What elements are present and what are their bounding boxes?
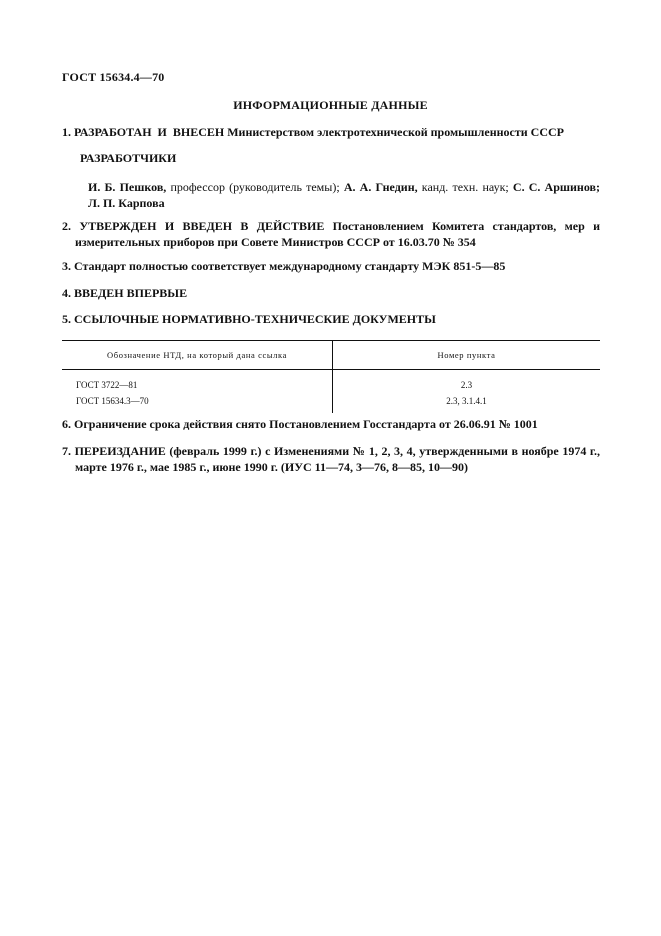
item-2-number: 2.: [62, 219, 71, 233]
author-name: А. А. Гнедин,: [343, 180, 418, 194]
item-7-number: 7.: [62, 444, 71, 458]
item-1: [62, 124, 600, 140]
authors-line-2: Л. П. Карпова: [88, 196, 165, 210]
item-4-text: ВВЕДЕН ВПЕРВЫЕ: [74, 286, 188, 300]
item-3-number: 3.: [62, 259, 71, 273]
item-5-text: ССЫЛОЧНЫЕ НОРМАТИВНО-ТЕХНИЧЕСКИЕ ДОКУМЕНТЫ: [74, 312, 436, 326]
reference-table: [62, 340, 600, 413]
authors-list: [88, 179, 600, 211]
item-7-line-2: марте 1976 г., мае 1985 г., июне 1990 г. (ИУС 11—74, 3—76, 8—85, 10—90): [75, 460, 468, 474]
table-header-row: [62, 341, 600, 370]
section-title: ИНФОРМАЦИОННЫЕ ДАННЫЕ: [233, 98, 428, 112]
table-row: [62, 370, 600, 396]
item-3-text: Стандарт полностью соответствует международному стандарту МЭК 851-5—85: [74, 259, 506, 273]
author-name: И. Б. Пешков,: [88, 180, 167, 194]
item-6-number: 6.: [62, 417, 71, 431]
item-6-text: Ограничение срока действия снято Постановлением Госстандарта от 26.06.91 № 1001: [74, 417, 538, 431]
item-3: [62, 258, 600, 274]
column-header-clause: Номер пункта: [333, 341, 601, 370]
author-role: канд. техн. наук;: [421, 180, 509, 194]
authors-line-1: [88, 179, 600, 195]
document-code: ГОСТ 15634.4—70: [62, 70, 165, 84]
developers-label: РАЗРАБОТЧИКИ: [80, 151, 177, 165]
item-4: [62, 285, 600, 301]
item-7-line-1: [62, 443, 600, 459]
item-5: [62, 311, 600, 327]
item-2-line-1: [62, 218, 600, 234]
column-header-document: Обозначение НТД, на который дана ссылка: [62, 341, 333, 370]
table-cell-clause: 2.3, 3.1.4.1: [446, 396, 487, 406]
item-2: [62, 218, 600, 250]
item-6: [62, 416, 600, 432]
item-5-number: 5.: [62, 312, 71, 326]
item-2-line-2: измерительных приборов при Совете Министров СССР от 16.03.70 № 354: [75, 235, 476, 249]
item-2-text-1: УТВЕРЖДЕН И ВВЕДЕН В ДЕЙСТВИЕ Постановлением Комитета стандартов, мер и: [79, 219, 601, 233]
item-4-number: 4.: [62, 286, 71, 300]
item-7-text-1: ПЕРЕИЗДАНИЕ (февраль 1999 г.) с Изменениями № 1, 2, 3, 4, утвержденными в ноябре 1974 г.,: [74, 444, 600, 458]
item-1-text: Министерством электротехнической промышленности СССР: [227, 125, 565, 139]
table-row: [62, 395, 600, 413]
table-cell-document: ГОСТ 15634.3—70: [62, 395, 333, 413]
author-role: профессор (руководитель темы);: [170, 180, 340, 194]
item-7: [62, 443, 600, 475]
table-cell-document: ГОСТ 3722—81: [62, 370, 333, 396]
item-1-heading: РАЗРАБОТАН И ВНЕСЕН: [74, 125, 225, 139]
author-name: С. С. Аршинов;: [512, 180, 601, 194]
table-cell-clause: 2.3: [460, 380, 473, 390]
item-1-number: 1.: [62, 125, 71, 139]
